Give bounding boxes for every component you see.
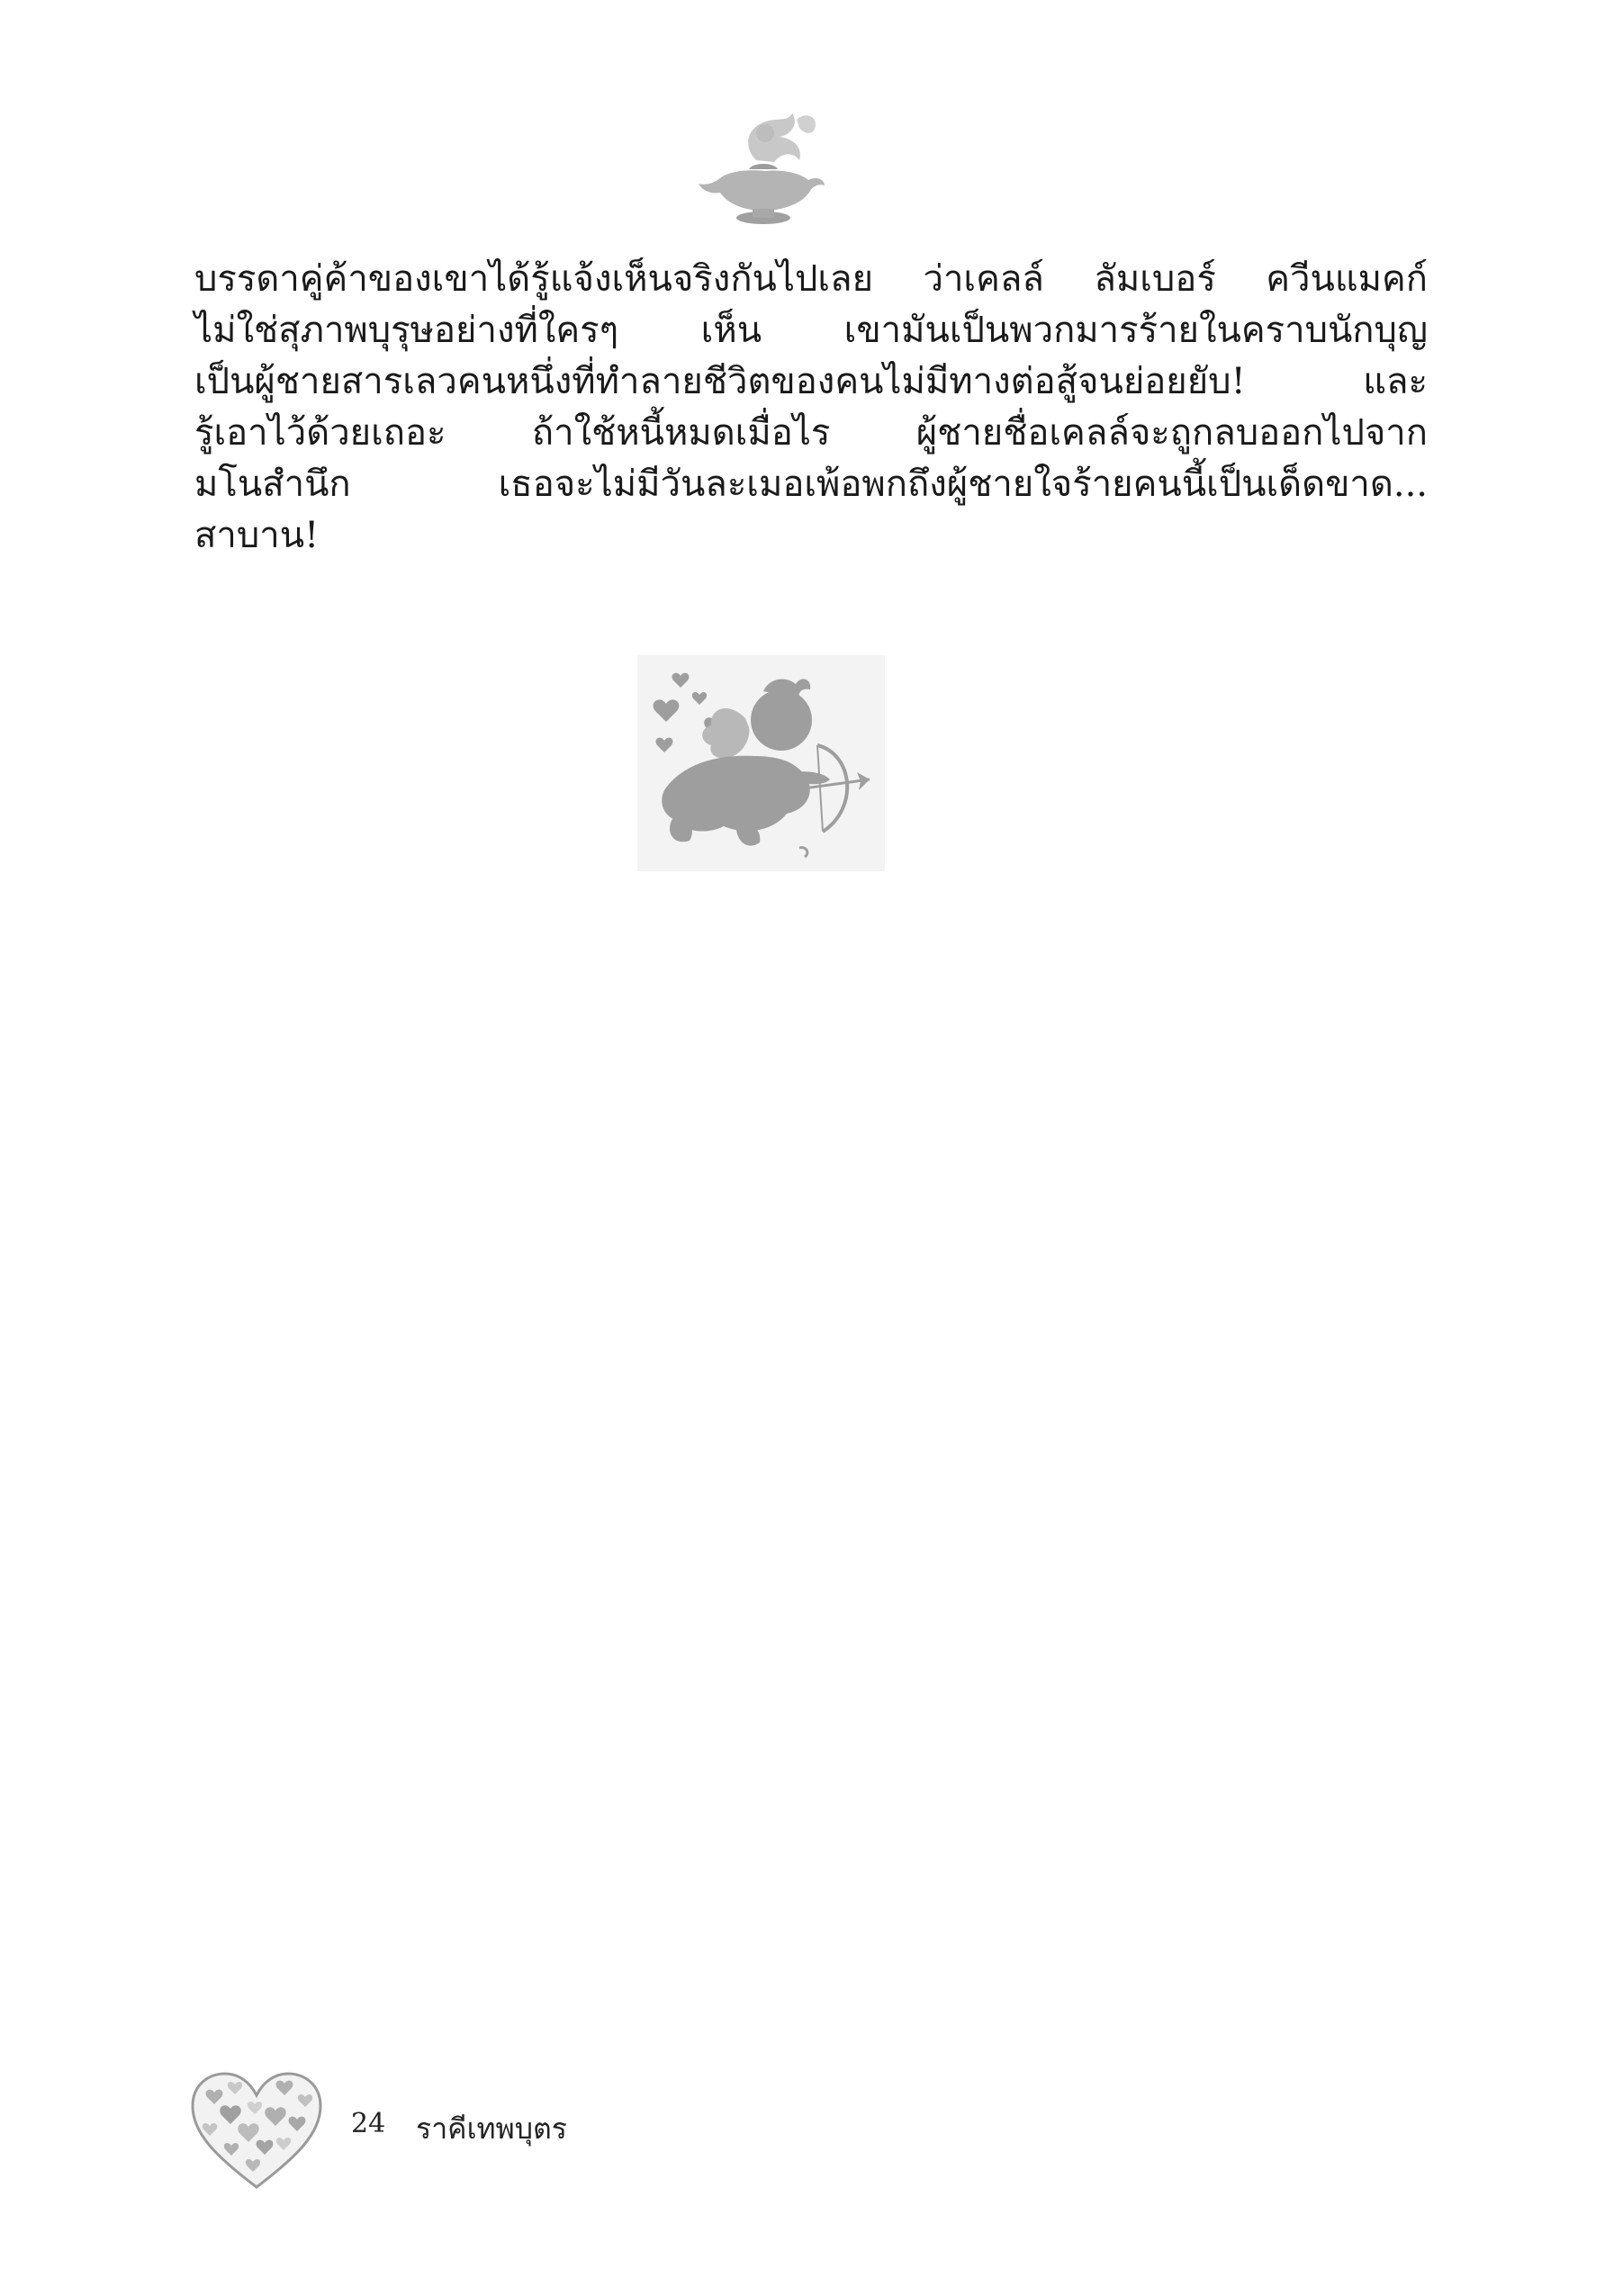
running-title: ราคีเทพบุตร [416, 2111, 567, 2146]
body-line-4: รู้เอาไว้ด้วยเถอะ ถ้าใช้หนี้หมดเมื่อไร ผู้ชายชื่อเคลล์จะถูกลบออกไปจาก [194, 412, 1428, 454]
page-number: 24 [351, 2108, 386, 2139]
genie-lamp-icon [693, 106, 828, 232]
cupid-icon [637, 655, 885, 871]
body-line-1: บรรดาคู่ค้าของเขาได้รู้แจ้งเห็นจริงกันไปเลย ว่าเคลล์ ลัมเบอร์ ควีนแมคก์ [194, 258, 1428, 300]
body-line-2: ไม่ใช่สุภาพบุรุษอย่างที่ใครๆ เห็น เขามันเป็นพวกมารร้ายในคราบนักบุญ [194, 310, 1428, 351]
body-line-5: มโนสำนึก เธอจะไม่มีวันละเมอเพ้อพกถึงผู้ชายใจร้ายคนนี้เป็นเด็ดขาด... [194, 464, 1428, 505]
body-line-3: เป็นผู้ชายสารเลวคนหนึ่งที่ทำลายชีวิตของคนไม่มีทางต่อสู้จนย่อยยับ! และ [194, 361, 1428, 402]
body-line-6: สาบาน! [194, 515, 320, 556]
page-footer [189, 2070, 819, 2196]
body-paragraph [194, 254, 1428, 562]
heart-pattern-icon [189, 2070, 324, 2192]
